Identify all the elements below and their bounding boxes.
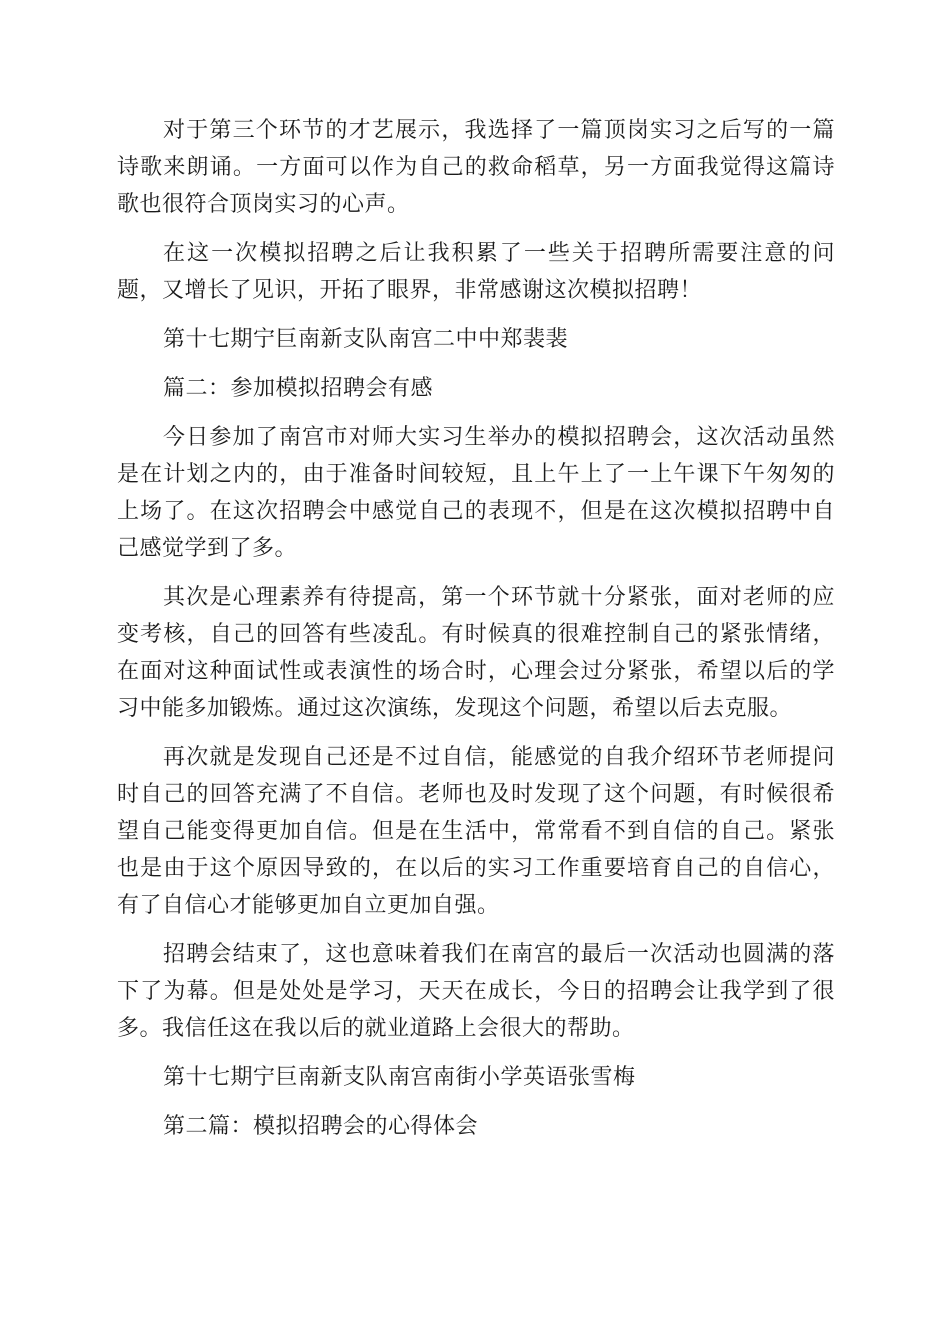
paragraph-job-fair-intro: 今日参加了南宫市对师大实习生举办的模拟招聘会，这次活动虽然是在计划之内的，由于准备时间较短，且上午上了一上午课下午匆匆的上场了。在这次招聘会中感觉自己的表现不，但是在这次模拟招聘中自己感觉学到了多。 <box>117 425 835 561</box>
author-signature-1: 第十七期宁巨南新支队南宫二中中郑裴裴 <box>163 327 569 352</box>
paragraph-talent-show: 对于第三个环节的才艺展示，我选择了一篇顶岗实习之后写的一篇诗歌来朗诵。一方面可以作为自己的救命稻草，另一方面我觉得这篇诗歌也很符合顶岗实习的心声。 <box>117 118 835 217</box>
paragraph-confidence: 再次就是发现自己还是不过自信，能感觉的自我介绍环节老师提问时自己的回答充满了不自信。老师也及时发现了这个问题，有时候很希望自己能变得更加自信。但是在生活中，常常看不到自信的自己。紧张也是由于这个原因导致的，在以后的实习工作重要培育自己的自信心，有了自信心才能够更加自立更加自强。 <box>117 745 835 918</box>
paragraph-gratitude: 在这一次模拟招聘之后让我积累了一些关于招聘所需要注意的问题，又增长了见识，开拓了眼界，非常感谢这次模拟招聘！ <box>117 241 835 303</box>
paragraph-conclusion: 招聘会结束了，这也意味着我们在南宫的最后一次活动也圆满的落下了为幕。但是处处是学习，天天在成长，今日的招聘会让我学到了很多。我信任这在我以后的就业道路上会很大的帮助。 <box>117 942 835 1041</box>
author-signature-2: 第十七期宁巨南新支队南宫南街小学英语张雪梅 <box>163 1065 636 1090</box>
section-heading-2: 篇二：参加模拟招聘会有感 <box>163 376 434 401</box>
section-heading-next: 第二篇：模拟招聘会的心得体会 <box>163 1114 479 1139</box>
paragraph-psychology: 其次是心理素养有待提高，第一个环节就十分紧张，面对老师的应变考核，自己的回答有些凌乱。有时候真的很难控制自己的紧张情绪，在面对这种面试性或表演性的场合时，心理会过分紧张，希望以后的学习中能多加锻炼。通过这次演练，发现这个问题，希望以后去克服。 <box>117 585 835 721</box>
document-body <box>117 112 835 1157</box>
